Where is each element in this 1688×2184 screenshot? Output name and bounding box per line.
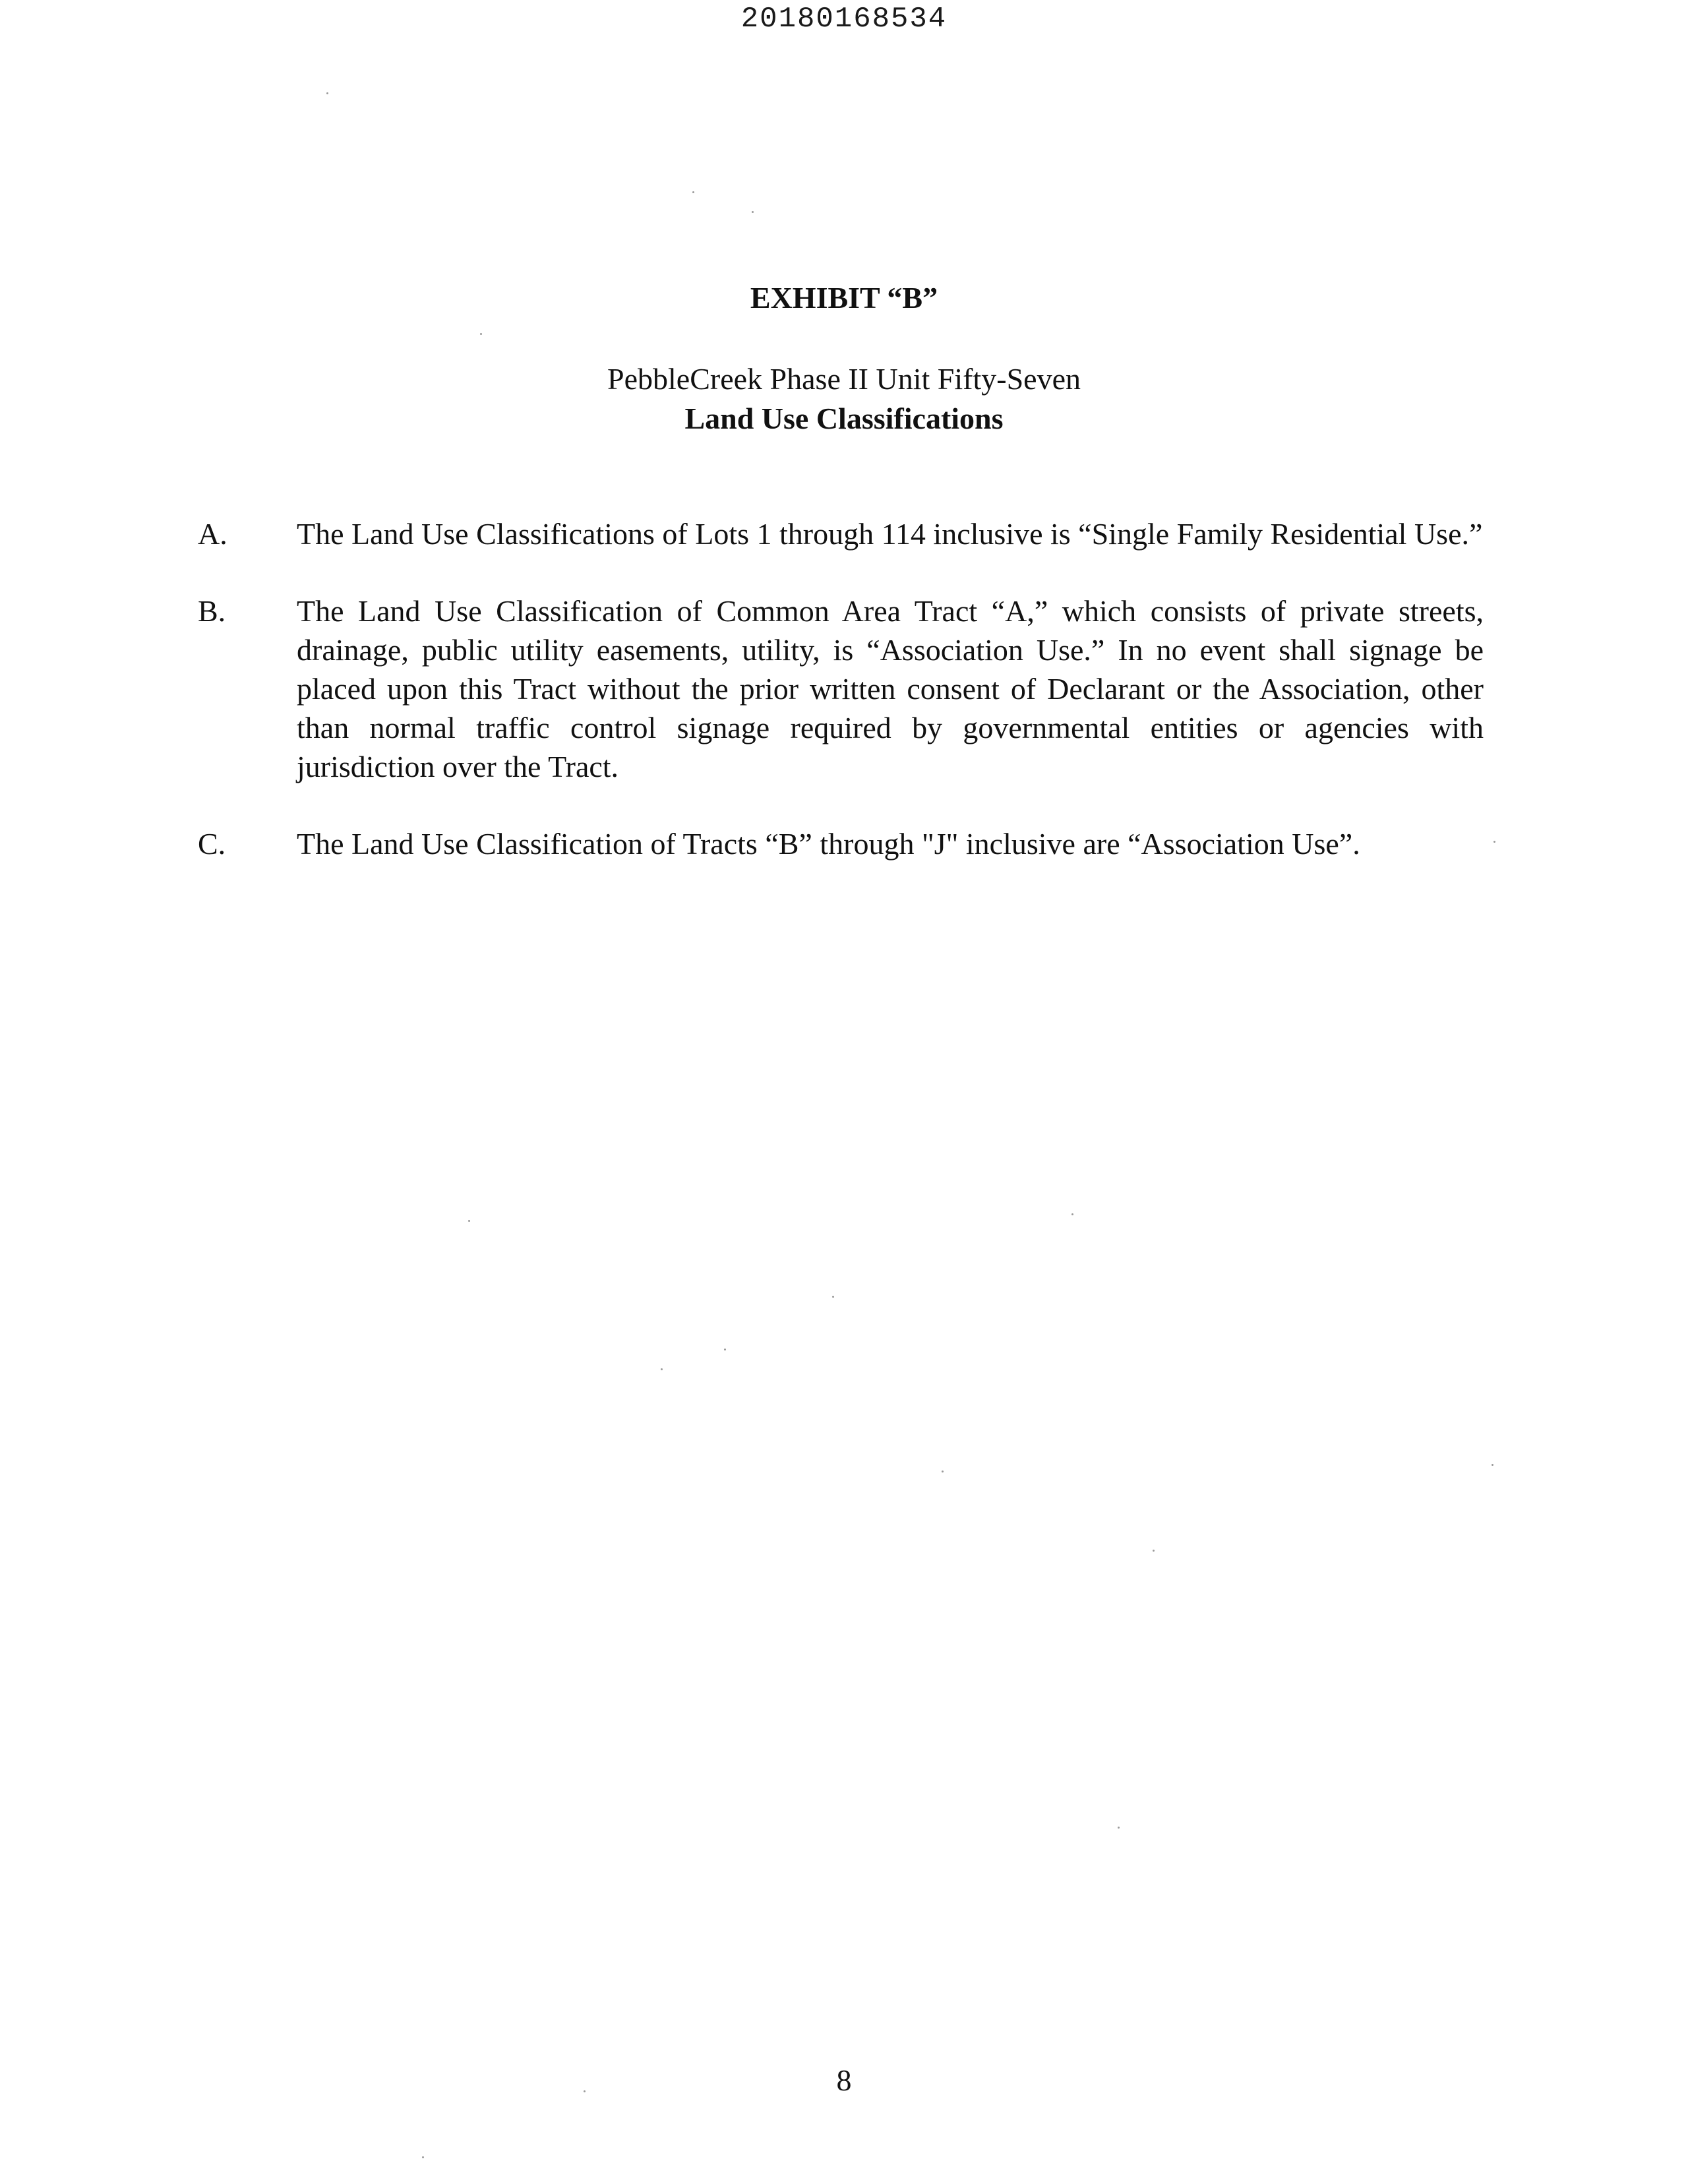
- scan-speck: [1493, 841, 1495, 843]
- scan-speck: [326, 92, 328, 94]
- clause-c: [198, 824, 1484, 863]
- scan-speck: [480, 333, 482, 335]
- scan-speck: [832, 1296, 834, 1298]
- clause-letter: C.: [198, 827, 226, 861]
- clause-text: The Land Use Classification of Tracts “B” through "J" inclusive are “Association Use”.: [297, 827, 1360, 861]
- exhibit-subtitle: [0, 359, 1688, 439]
- clause-a: [198, 514, 1484, 553]
- page-number: 8: [836, 2063, 852, 2097]
- clause-b: [198, 592, 1484, 786]
- exhibit-title: EXHIBIT “B”: [750, 281, 938, 315]
- clause-text: The Land Use Classifications of Lots 1 through 114 inclusive is “Single Family Residential Use.”: [297, 517, 1483, 551]
- scan-speck: [724, 1349, 726, 1350]
- clause-letter: B.: [198, 594, 226, 628]
- scan-speck: [1492, 1464, 1493, 1466]
- scan-speck: [1153, 1550, 1155, 1552]
- scan-speck: [468, 1220, 470, 1222]
- clause-text: The Land Use Classification of Common Area Tract “A,” which consists of private streets, drainage, public utility easements, utility, is “Association Use.” In no event shall signage be placed upon this Tract without the prior written consent of Declarant or the Association, other than normal traffic control signage required by governmental entities or agencies with jurisdiction over the Tract.: [297, 594, 1484, 783]
- scan-speck: [661, 1368, 663, 1370]
- document-number: 20180168534: [740, 3, 948, 36]
- scan-speck: [752, 211, 754, 213]
- clause-letter: A.: [198, 517, 227, 551]
- scan-speck: [942, 1471, 944, 1472]
- scan-speck: [422, 2156, 424, 2158]
- scan-speck: [584, 2090, 586, 2092]
- clause-list: [198, 514, 1484, 901]
- scan-speck: [1118, 1827, 1120, 1829]
- scan-speck: [692, 191, 694, 193]
- scan-speck: [1071, 1213, 1073, 1215]
- subtitle-heading: Land Use Classifications: [684, 402, 1004, 435]
- subtitle-project-name: PebbleCreek Phase II Unit Fifty-Seven: [607, 362, 1081, 396]
